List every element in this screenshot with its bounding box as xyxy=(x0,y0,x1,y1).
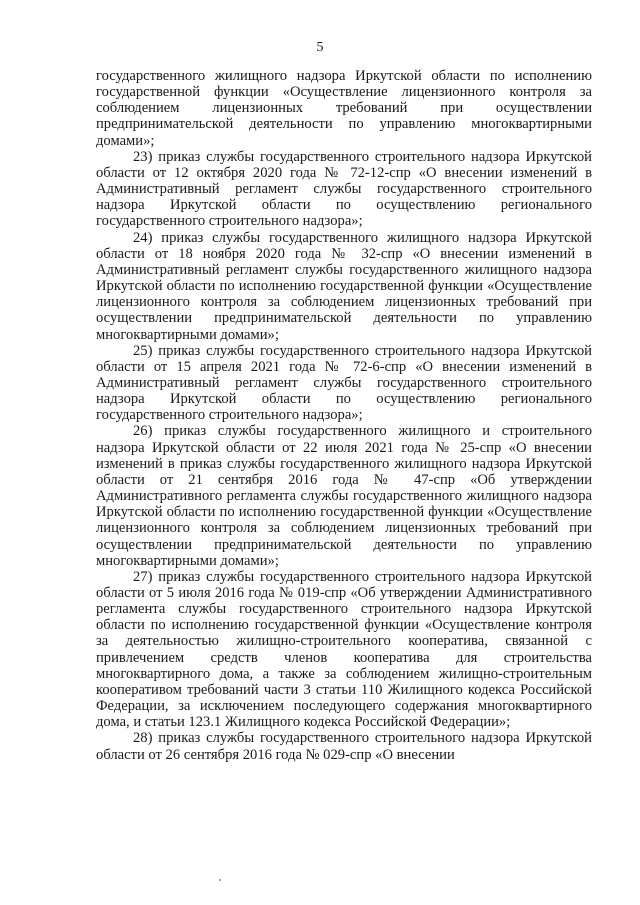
paragraph-item-27: 27) приказ службы государственного строительного надзора Иркутской области от 5 июля 2016 года № 019-спр «Об утверждении Административного регламента службы государственного строительного надзора Иркутской области по исполнению государственной функции «Осуществление контроля за деятельностью жилищно-строительного кооператива, связанной с привлечением средств членов кооператива для строительства многоквартирного дома, а также за соблюдением жилищно-строительным кооперативом требований части 3 статьи 110 Жилищного кодекса Российской Федерации, за исключением последующего содержания многоквартирного дома, и статьи 123.1 Жилищного кодекса Российской Федерации»; xyxy=(96,568,592,731)
paragraph-item-23: 23) приказ службы государственного строительного надзора Иркутской области от 12 октября 2020 года № 72-12-спр «О внесении изменений в Административный регламент службы государственного строительного надзора Иркутской области по осуществлению регионального государственного строительного надзора»; xyxy=(96,148,592,230)
paragraph-item-28: 28) приказ службы государственного строительного надзора Иркутской области от 26 сентября 2016 года № 029-спр «О внесении xyxy=(96,730,592,763)
paragraph-item-25: 25) приказ службы государственного строительного надзора Иркутской области от 15 апреля 2021 года № 72-6-спр «О внесении изменений в Административный регламент службы государственного строительного надзора Иркутской области по осуществлению регионального государственного строительного надзора»; xyxy=(96,342,592,424)
document-body xyxy=(96,68,592,763)
paragraph-22-continuation: государственного жилищного надзора Иркутской области по исполнению государственной функции «Осуществление лицензионного контроля за соблюдением лицензионных требований при осуществлении предпринимательской деятельности по управлению многоквартирными домами»; xyxy=(96,68,592,149)
scan-speck xyxy=(219,879,221,881)
paragraph-item-26: 26) приказ службы государственного жилищного и строительного надзора Иркутской области от 22 июля 2021 года № 25-спр «О внесении изменений в приказ службы государственного жилищного надзора Иркутской области от 21 сентября 2016 года № 47-спр «Об утверждении Административного регламента службы государственного жилищного надзора Иркутской области по исполнению государственной функции «Осуществление лицензионного контроля за соблюдением лицензионных требований при осуществлении предпринимательской деятельности по управлению многоквартирными домами»; xyxy=(96,423,592,569)
paragraph-item-24: 24) приказ службы государственного жилищного надзора Иркутской области от 18 ноября 2020 года № 32-спр «О внесении изменений в Административный регламент службы государственного жилищного надзора Иркутской области по исполнению государственной функции «Осуществление лицензионного контроля за соблюдением лицензионных требований при осуществлении предпринимательской деятельности по управлению многоквартирными домами»; xyxy=(96,229,592,343)
page-number: 5 xyxy=(316,40,324,55)
